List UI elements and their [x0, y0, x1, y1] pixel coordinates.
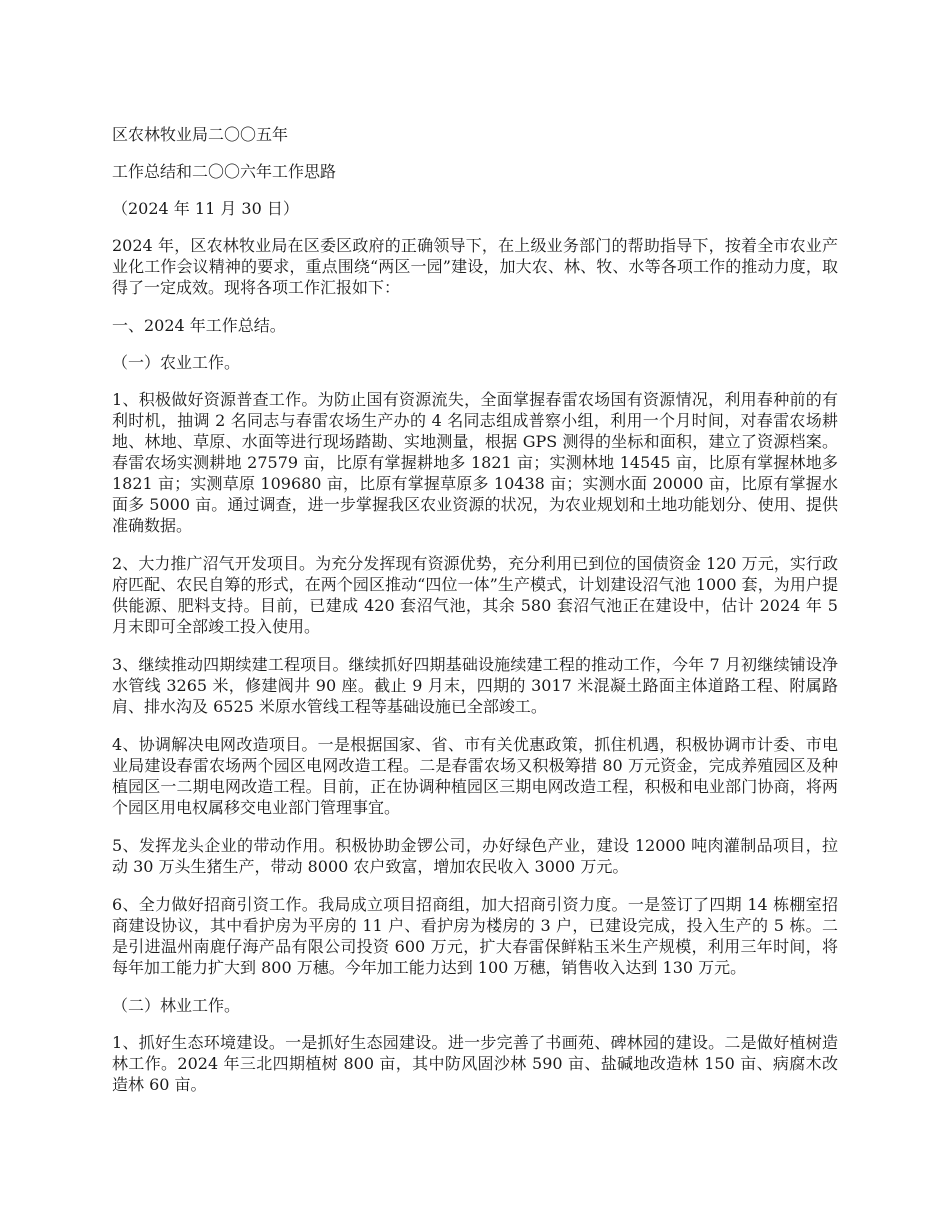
- title-line-1: 区农林牧业局二〇〇五年: [112, 125, 289, 144]
- agri-item-3: 3、继续推动四期续建工程项目。继续抓好四期基础设施续建工程的推动工作，今年 7 月初继续铺设净水管线 3265 米，修建阀井 90 座。截止 9 月末，四期的 3017 米混凝土路面主体道路工程、附属路肩、排水沟及 6525 米原水管线工程等基础设施已全部竣工。: [112, 655, 838, 716]
- date-line: （2024 年 11 月 30 日）: [112, 199, 299, 218]
- agri-item-4: 4、协调解决电网改造项目。一是根据国家、省、市有关优惠政策，抓住机遇，积极协调市计委、市电业局建设春雷农场两个园区电网改造工程。二是春雷农场又积极筹措 80 万元资金，完成养殖园区及种植园区一二期电网改造工程。目前，正在协调种植园区三期电网改造工程，积极和电业部门协商，将两个园区用电权属移交电业部门管理事宜。: [112, 735, 838, 817]
- agri-item-6: 6、全力做好招商引资工作。我局成立项目招商组，加大招商引资力度。一是签订了四期 14 栋棚室招商建设协议，其中看护房为平房的 11 户、看护房为楼房的 3 户，已建设完成，投入生产的 5 栋。二是引进温州南鹿仔海产品有限公司投资 600 万元，扩大春雷保鲜粘玉米生产规模，利用三年时间，将每年加工能力扩大到 800 万穗。今年加工能力达到 100 万穗，销售收入达到 130 万元。: [112, 895, 838, 977]
- agri-item-5: 5、发挥龙头企业的带动作用。积极协助金锣公司，办好绿色产业，建设 12000 吨肉灌制品项目，拉动 30 万头生猪生产，带动 8000 农户致富，增加农民收入 3000 万元。: [112, 836, 838, 876]
- agri-item-2: 2、大力推广沼气开发项目。为充分发挥现有资源优势，充分利用已到位的国债资金 120 万元，实行政府匹配、农民自筹的形式，在两个园区推动“四位一体”生产模式，计划建设沼气池 1000 套，为用户提供能源、肥料支持。目前，已建成 420 套沼气池，其余 580 套沼气池正在建设中，估计 2024 年 5 月末即可全部竣工投入使用。: [112, 554, 838, 636]
- intro-paragraph: 2024 年，区农林牧业局在区委区政府的正确领导下，在上级业务部门的帮助指导下，按着全市农业产业化工作会议精神的要求，重点围绕“两区一园”建设，加大农、林、牧、水等各项工作的推动力度，取得了一定成效。现将各项工作汇报如下：: [112, 236, 838, 297]
- title-line-2: 工作总结和二〇〇六年工作思路: [112, 162, 337, 181]
- agri-item-1: 1、积极做好资源普查工作。为防止国有资源流失，全面掌握春雷农场国有资源情况，利用春种前的有利时机，抽调 2 名同志与春雷农场生产办的 4 名同志组成普察小组，利用一个月时间，对春雷农场耕地、林地、草原、水面等进行现场踏勘、实地测量，根据 GPS 测得的坐标和面积，建立了资源档案。春雷农场实测耕地 27579 亩，比原有掌握耕地多 1821 亩；实测林地 14545 亩，比原有掌握林地多 1821 亩；实测草原 109680 亩，比原有掌握草原多 10438 亩；实测水面 20000 亩，比原有掌握水面多 5000 亩。通过调查，进一步掌握我区农业资源的状况，为农业规划和土地功能划分、使用、提供准确数据。: [112, 390, 838, 535]
- forestry-item-1: 1、抓好生态环境建设。一是抓好生态园建设。进一步完善了书画苑、碑林园的建设。二是做好植树造林工作。2024 年三北四期植树 800 亩，其中防风固沙林 590 亩、盐碱地改造林 150 亩、病腐木改造林 60 亩。: [112, 1033, 838, 1094]
- subsection-heading-forestry: （二）林业工作。: [112, 996, 241, 1015]
- subsection-heading-agriculture: （一）农业工作。: [112, 353, 241, 372]
- section-heading: 一、2024 年工作总结。: [112, 316, 286, 335]
